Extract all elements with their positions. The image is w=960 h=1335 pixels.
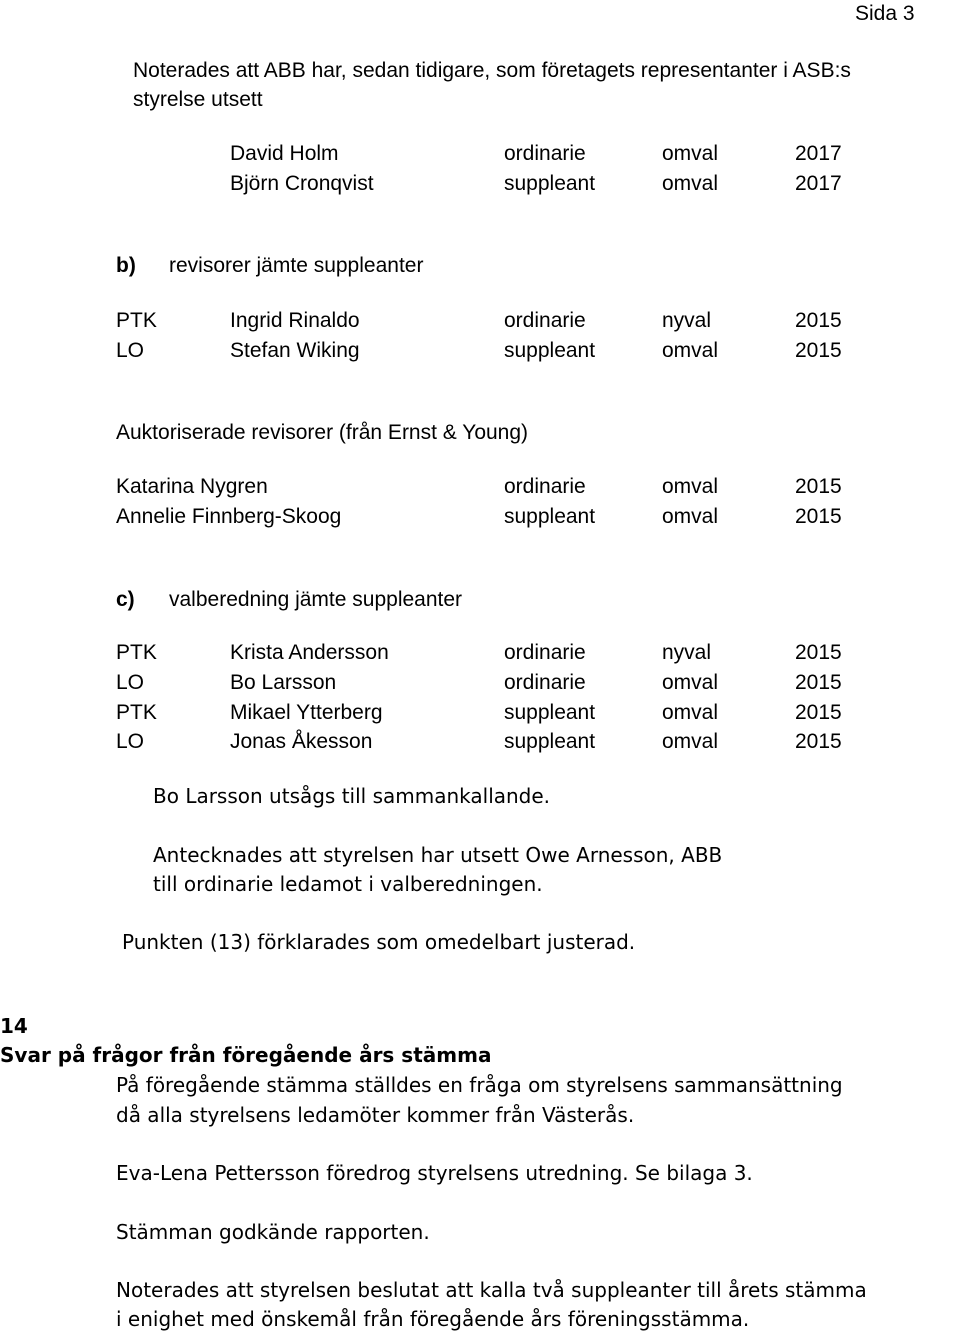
table-row [0, 670, 960, 696]
adjusted-text: Punkten (13) förklarades som omedelbart justerad. [122, 930, 636, 954]
member-role: ordinarie [504, 142, 586, 165]
member-vote: omval [662, 339, 719, 362]
section-heading: Svar på frågor från föregående års stämma [0, 1043, 492, 1067]
table-row [0, 700, 960, 726]
paragraph-line: Eva-Lena Pettersson föredrog styrelsens utredning. Se bilaga 3. [116, 1161, 753, 1185]
nomination-note-line2: till ordinarie ledamot i valberedningen. [153, 872, 543, 896]
member-vote: omval [662, 701, 719, 724]
member-vote: nyval [662, 309, 712, 332]
table-row [0, 338, 960, 364]
paragraph-line: Noterades att styrelsen beslutat att kalla två suppleanter till årets stämma [116, 1278, 867, 1302]
table-row [0, 141, 960, 167]
intro-text-line2: styrelse utsett [133, 88, 263, 111]
member-role: suppleant [504, 172, 596, 195]
member-org: LO [116, 730, 145, 753]
member-year: 2015 [795, 701, 842, 724]
section-number: 14 [0, 1014, 28, 1038]
member-year: 2017 [795, 172, 842, 195]
member-vote: omval [662, 730, 719, 753]
auditor-role: suppleant [504, 505, 596, 528]
member-role: suppleant [504, 701, 596, 724]
member-role: suppleant [504, 339, 596, 362]
table-row [0, 171, 960, 197]
auditor-name: Annelie Finnberg-Skoog [116, 505, 342, 528]
table-row [0, 729, 960, 755]
member-role: ordinarie [504, 641, 586, 664]
member-name: Krista Andersson [230, 641, 389, 664]
member-year: 2015 [795, 339, 842, 362]
member-name: Stefan Wiking [230, 339, 360, 362]
auditor-vote: omval [662, 505, 719, 528]
nomination-note-line1: Antecknades att styrelsen har utsett Owe Arnesson, ABB [153, 843, 723, 867]
member-year: 2015 [795, 309, 842, 332]
table-row [0, 308, 960, 334]
auditor-year: 2015 [795, 505, 842, 528]
paragraph-line: På föregående stämma ställdes en fråga om styrelsens sammansättning [116, 1073, 843, 1097]
intro-text-line1: Noterades att ABB har, sedan tidigare, som företagets representanter i ASB:s [133, 59, 851, 82]
member-year: 2015 [795, 641, 842, 664]
member-org: LO [116, 671, 145, 694]
table-row [0, 474, 960, 500]
paragraph-line: i enighet med önskemål från föregående års föreningsstämma. [116, 1307, 750, 1331]
member-name: Jonas Åkesson [230, 730, 373, 753]
convener-text: Bo Larsson utsågs till sammankallande. [153, 784, 551, 808]
section-c-title: valberedning jämte suppleanter [169, 588, 463, 611]
section-b-label: b) [116, 254, 136, 277]
member-vote: nyval [662, 641, 712, 664]
member-role: suppleant [504, 730, 596, 753]
section-b-title: revisorer jämte suppleanter [169, 254, 424, 277]
member-vote: omval [662, 671, 719, 694]
auditor-role: ordinarie [504, 475, 586, 498]
table-row [0, 640, 960, 666]
member-name: David Holm [230, 142, 339, 165]
auditors-heading: Auktoriserade revisorer (från Ernst & Young) [116, 421, 529, 444]
member-name: Ingrid Rinaldo [230, 309, 360, 332]
member-year: 2015 [795, 671, 842, 694]
member-org: PTK [116, 641, 157, 664]
paragraph-line: Stämman godkände rapporten. [116, 1220, 430, 1244]
member-org: PTK [116, 701, 157, 724]
member-org: PTK [116, 309, 157, 332]
member-name: Björn Cronqvist [230, 172, 374, 195]
section-c-label: c) [116, 588, 135, 611]
auditor-name: Katarina Nygren [116, 475, 268, 498]
member-year: 2017 [795, 142, 842, 165]
auditor-vote: omval [662, 475, 719, 498]
member-role: ordinarie [504, 309, 586, 332]
auditor-year: 2015 [795, 475, 842, 498]
member-role: ordinarie [504, 671, 586, 694]
member-year: 2015 [795, 730, 842, 753]
page-number: Sida 3 [855, 2, 915, 25]
member-name: Mikael Ytterberg [230, 701, 383, 724]
paragraph-line: då alla styrelsens ledamöter kommer från Västerås. [116, 1103, 635, 1127]
member-vote: omval [662, 142, 719, 165]
member-vote: omval [662, 172, 719, 195]
member-org: LO [116, 339, 145, 362]
table-row [0, 504, 960, 530]
member-name: Bo Larsson [230, 671, 337, 694]
